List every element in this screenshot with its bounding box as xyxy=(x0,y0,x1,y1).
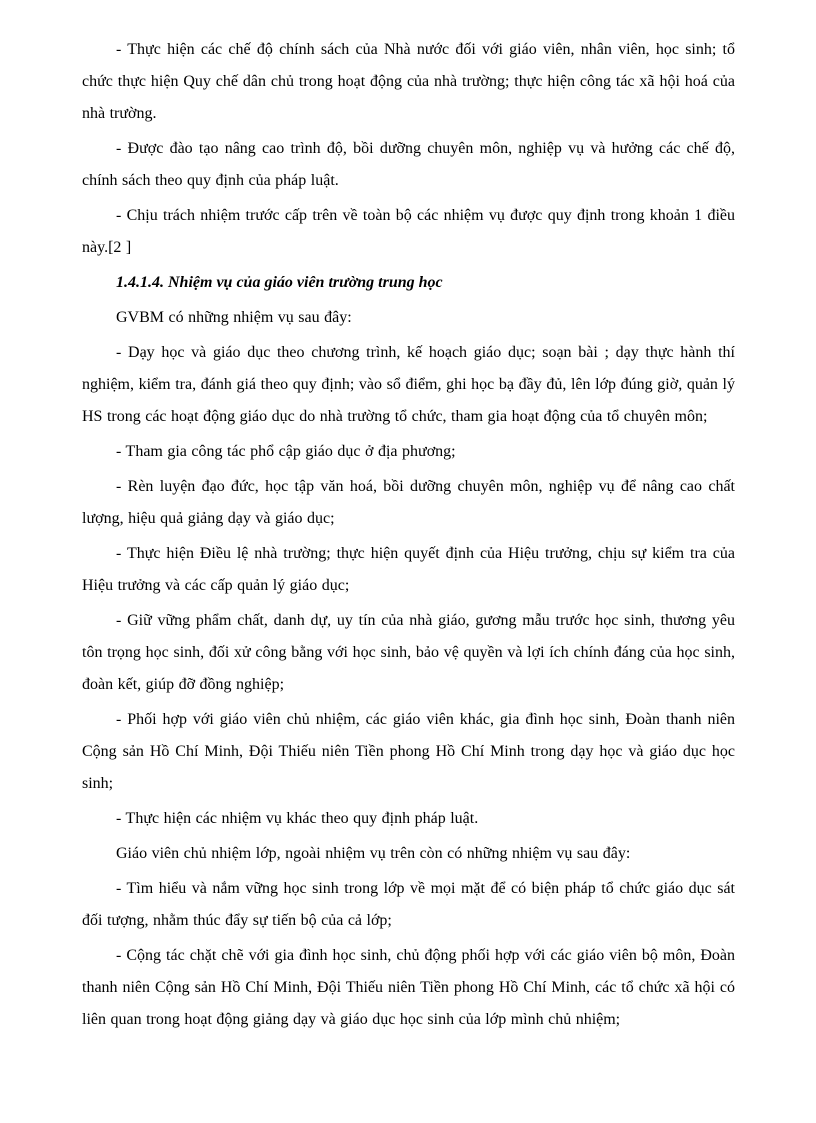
paragraph: - Phối hợp với giáo viên chủ nhiệm, các giáo viên khác, gia đình học sinh, Đoàn thanh niên Cộng sản Hồ Chí Minh, Đội Thiếu niên Tiền phong Hồ Chí Minh trong dạy học và giáo dục học sinh; xyxy=(82,711,735,792)
paragraph: - Tham gia công tác phổ cập giáo dục ở địa phương; xyxy=(116,443,456,460)
paragraph: - Tìm hiểu và nắm vững học sinh trong lớp về mọi mặt để có biện pháp tổ chức giáo dục sát đối tượng, nhằm thúc đẩy sự tiến bộ của cả lớp; xyxy=(82,880,735,929)
paragraph: - Dạy học và giáo dục theo chương trình, kế hoạch giáo dục; soạn bài ; dạy thực hành thí nghiệm, kiểm tra, đánh giá theo quy định; vào sổ điểm, ghi học bạ đầy đủ, lên lớp đúng giờ, quản lý HS trong các hoạt động giáo dục do nhà trường tổ chức, tham gia hoạt động của tổ chuyên môn; xyxy=(82,344,735,425)
paragraph: - Được đào tạo nâng cao trình độ, bồi dưỡng chuyên môn, nghiệp vụ và hưởng các chế độ, chính sách theo quy định của pháp luật. xyxy=(82,140,735,189)
paragraph: GVBM có những nhiệm vụ sau đây: xyxy=(116,309,352,326)
document-body xyxy=(82,34,735,1039)
paragraph: - Giữ vững phẩm chất, danh dự, uy tín của nhà giáo, gương mẫu trước học sinh, thương yêu tôn trọng học sinh, đối xử công bằng với học sinh, bảo vệ quyền và lợi ích chính đáng của học sinh, đoàn kết, giúp đỡ đồng nghiệp; xyxy=(82,612,735,693)
paragraph: - Rèn luyện đạo đức, học tập văn hoá, bồi dưỡng chuyên môn, nghiệp vụ để nâng cao chất lượng, hiệu quả giảng dạy và giáo dục; xyxy=(82,478,735,527)
paragraph: - Thực hiện các chế độ chính sách của Nhà nước đối với giáo viên, nhân viên, học sinh; tổ chức thực hiện Quy chế dân chủ trong hoạt động của nhà trường; thực hiện công tác xã hội hoá của nhà trường. xyxy=(82,41,735,122)
paragraph: - Cộng tác chặt chẽ với gia đình học sinh, chủ động phối hợp với các giáo viên bộ môn, Đoàn thanh niên Cộng sản Hồ Chí Minh, Đội Thiếu niên Tiền phong Hồ Chí Minh, các tổ chức xã hội có liên quan trong hoạt động giảng dạy và giáo dục học sinh của lớp mình chủ nhiệm; xyxy=(82,947,735,1028)
section-heading: 1.4.1.4. Nhiệm vụ của giáo viên trường trung học xyxy=(116,274,443,291)
paragraph: - Chịu trách nhiệm trước cấp trên về toàn bộ các nhiệm vụ được quy định trong khoản 1 điều này.[2 ] xyxy=(82,207,735,256)
paragraph: - Thực hiện Điều lệ nhà trường; thực hiện quyết định của Hiệu trưởng, chịu sự kiểm tra của Hiệu trưởng và các cấp quản lý giáo dục; xyxy=(82,545,735,594)
paragraph: Giáo viên chủ nhiệm lớp, ngoài nhiệm vụ trên còn có những nhiệm vụ sau đây: xyxy=(116,845,631,862)
paragraph: - Thực hiện các nhiệm vụ khác theo quy định pháp luật. xyxy=(116,810,479,827)
